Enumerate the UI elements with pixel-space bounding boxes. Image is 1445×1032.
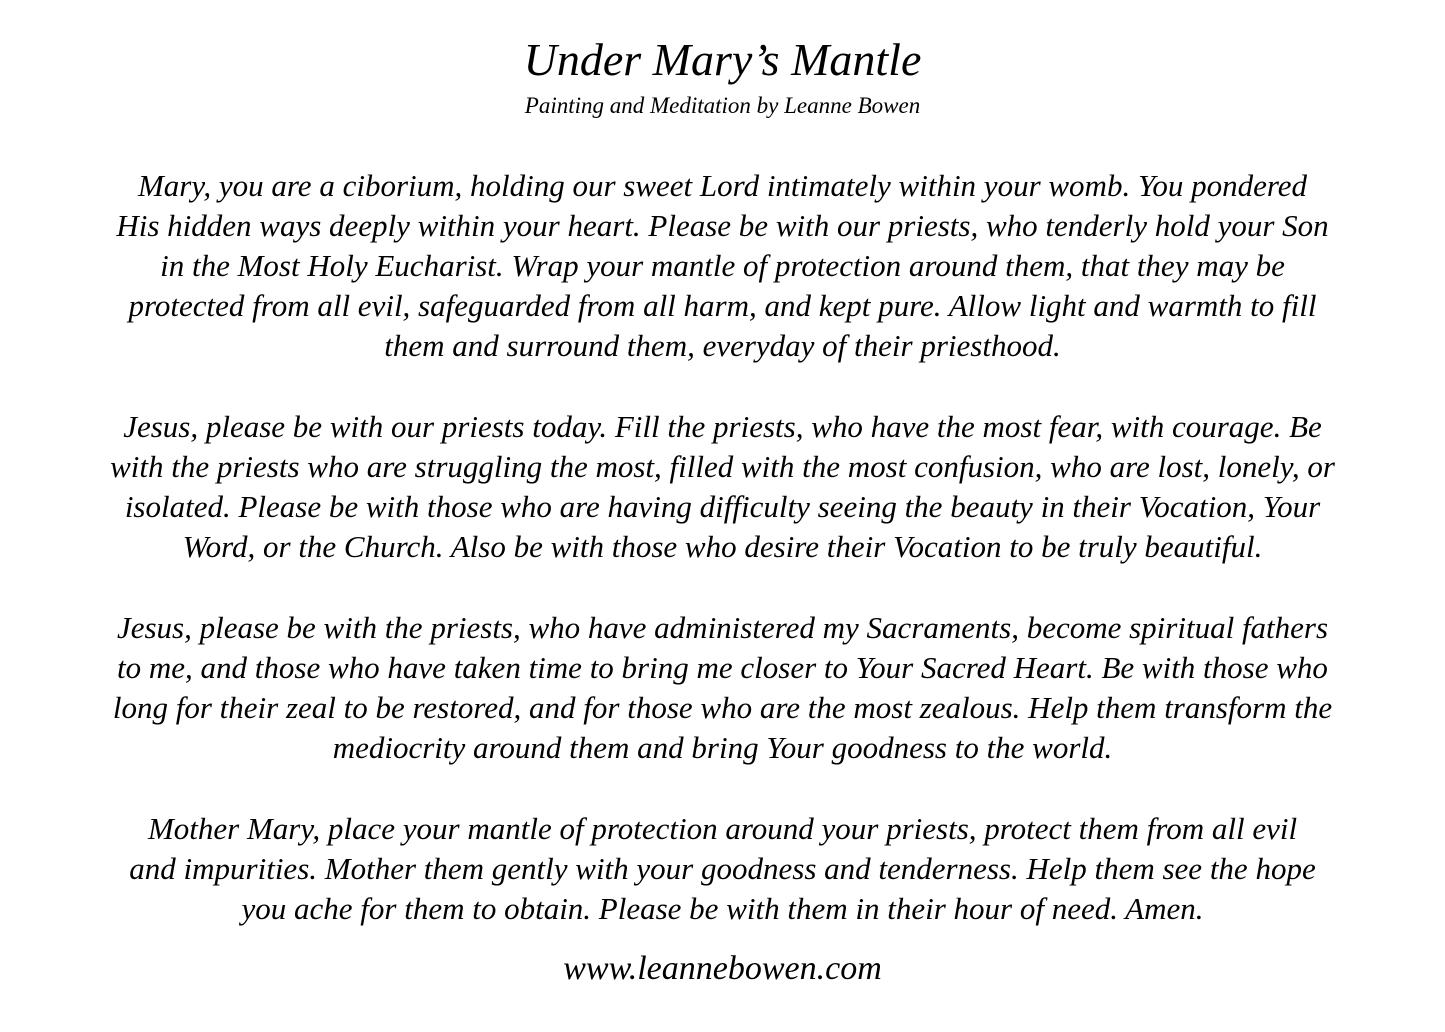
text-line: and impurities. Mother them gently with your goodness and tenderness. Help them see the hope (129, 851, 1316, 886)
text-line: protected from all evil, safeguarded from all harm, and kept pure. Allow light and warmth to fill (128, 288, 1317, 323)
text-line: long for their zeal to be restored, and for those who are the most zealous. Help them transform the (112, 690, 1333, 725)
text-line: Jesus, please be with our priests today. Fill the priests, who have the most fear, with courage. Be (123, 409, 1322, 444)
document-title: Under Mary’s Mantle (523, 34, 922, 85)
text-line: in the Most Holy Eucharist. Wrap your mantle of protection around them, that they may be (160, 248, 1285, 283)
text-line: His hidden ways deeply within your heart. Please be with our priests, who tenderly hold your Son (116, 208, 1329, 243)
text-line: Jesus, please be with the priests, who have administered my Sacraments, become spiritual fathers (116, 610, 1329, 645)
text-line: them and surround them, everyday of their priesthood. (384, 328, 1061, 363)
paragraph-3 (0, 608, 1445, 768)
paragraph-4 (0, 809, 1445, 929)
paragraph-2 (0, 407, 1445, 567)
text-line: Mary, you are a ciborium, holding our sweet Lord intimately within your womb. You pondered (137, 168, 1308, 203)
paragraph-1 (0, 166, 1445, 366)
document-subtitle: Painting and Meditation by Leanne Bowen (524, 93, 921, 118)
text-line: Word, or the Church. Also be with those who desire their Vocation to be truly beautiful. (182, 529, 1263, 564)
website-link[interactable]: www.leannebowen.com (563, 950, 882, 987)
meditation-body (0, 166, 1445, 970)
text-line: Mother Mary, place your mantle of protection around your priests, protect them from all evil (147, 811, 1298, 846)
text-line: with the priests who are struggling the most, filled with the most confusion, who are lost, lonely, or (110, 449, 1335, 484)
text-line: mediocrity around them and bring Your goodness to the world. (332, 730, 1113, 765)
text-line: to me, and those who have taken time to bring me closer to Your Sacred Heart. Be with those who (117, 650, 1328, 685)
text-line: you ache for them to obtain. Please be with them in their hour of need. Amen. (241, 891, 1204, 926)
text-line: isolated. Please be with those who are having difficulty seeing the beauty in their Vocation, Your (124, 489, 1321, 524)
